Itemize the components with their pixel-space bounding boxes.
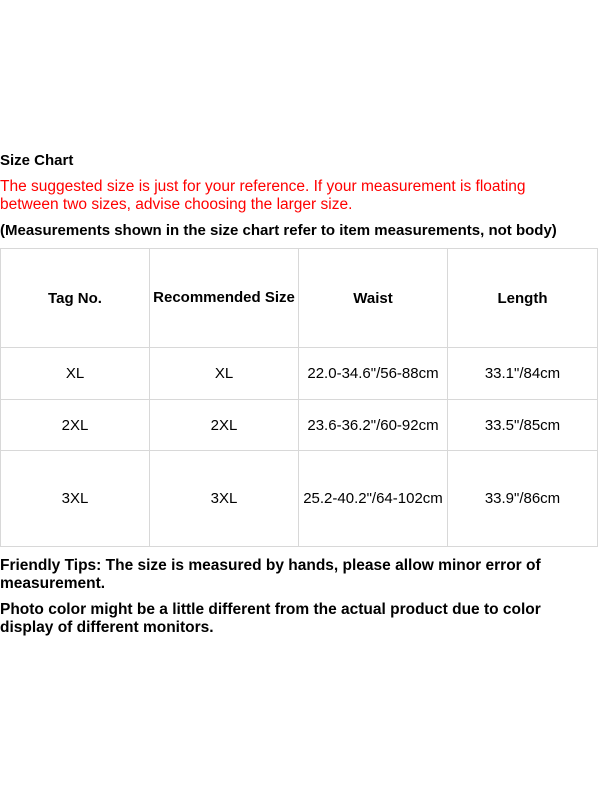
table-header-row	[1, 249, 598, 348]
cell-length: 33.9"/86cm	[448, 451, 598, 547]
cell-waist-text: 25.2-40.2"/64-102cm	[303, 489, 443, 507]
cell-length: 33.5"/85cm	[448, 400, 598, 451]
cell-tag: 2XL	[1, 400, 150, 451]
cell-recommended: 3XL	[150, 451, 299, 547]
cell-waist	[299, 451, 448, 547]
header-recommended-size-label: Recommended Size	[153, 289, 295, 306]
size-chart-table	[0, 248, 598, 547]
table-row	[1, 451, 598, 547]
cell-waist: 23.6-36.2"/60-92cm	[299, 400, 448, 451]
color-disclaimer: Photo color might be a little different from the actual product due to color display of different monitors.	[0, 601, 541, 636]
table-row	[1, 348, 598, 400]
cell-tag: 3XL	[1, 451, 150, 547]
friendly-tips: Friendly Tips: The size is measured by hands, please allow minor error of measurement.	[0, 557, 541, 592]
size-advice-note: The suggested size is just for your reference. If your measurement is floating between two sizes, advise choosing the larger size.	[0, 178, 526, 213]
cell-recommended: XL	[150, 348, 299, 400]
header-waist: Waist	[299, 249, 448, 348]
header-recommended-size	[150, 249, 299, 348]
cell-tag: XL	[1, 348, 150, 400]
cell-recommended: 2XL	[150, 400, 299, 451]
cell-length: 33.1"/84cm	[448, 348, 598, 400]
page-title: Size Chart	[0, 152, 74, 169]
cell-waist: 22.0-34.6"/56-88cm	[299, 348, 448, 400]
measurement-note: (Measurements shown in the size chart refer to item measurements, not body)	[0, 222, 557, 239]
table-row	[1, 400, 598, 451]
header-tag-no: Tag No.	[1, 249, 150, 348]
header-length: Length	[448, 249, 598, 348]
